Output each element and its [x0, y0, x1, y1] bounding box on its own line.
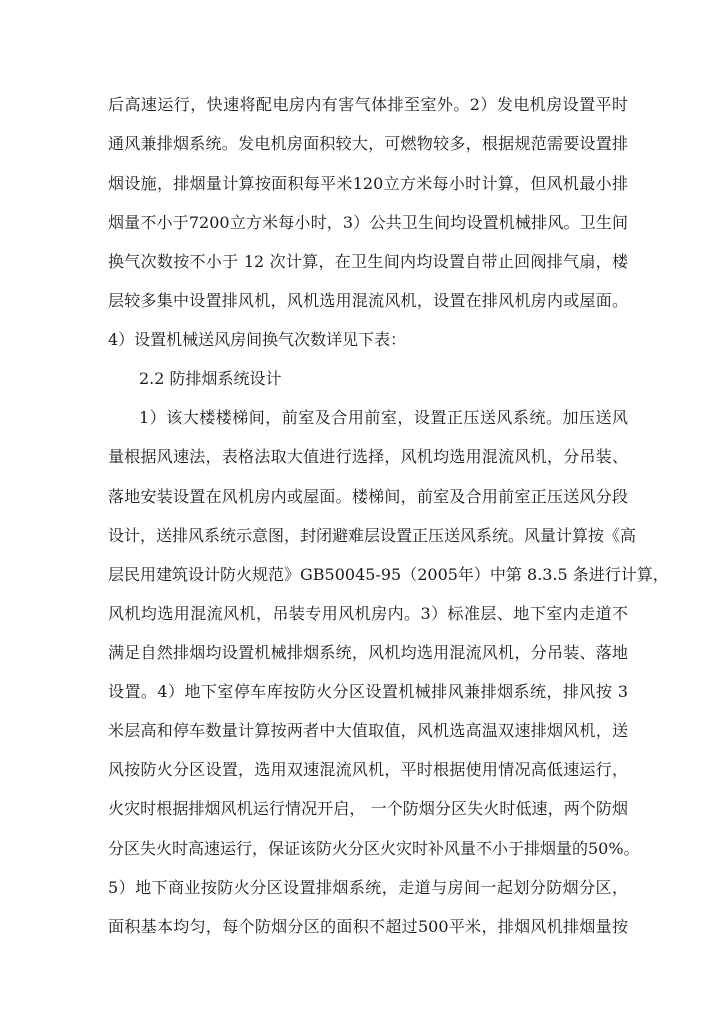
paragraph-line: 烟量不小于7200立方米每小时，3）公共卫生间均设置机械排风。卫生间 [108, 213, 628, 232]
paragraph-line: 5）地下商业按防火分区设置排烟系统，走道与房间一起划分防烟分区， [108, 878, 628, 897]
paragraph-line: 1）该大楼楼梯间，前室及合用前室，设置正压送风系统。加压送风 [139, 408, 628, 427]
section-heading: 2.2 防排烟系统设计 [139, 369, 282, 388]
paragraph-line: 4）设置机械送风房间换气次数详见下表： [108, 330, 407, 349]
paragraph-line: 设置。4）地下室停车库按防火分区设置机械排风兼排烟系统，排风按 3 [108, 682, 628, 701]
paragraph-line: 量根据风速法，表格法取大值进行选择，风机均选用混流风机，分吊装、 [108, 447, 628, 466]
paragraph-line: 烟设施，排烟量计算按面积每平米120立方米每小时计算，但风机最小排 [108, 174, 628, 193]
paragraph-line: 后高速运行，快速将配电房内有害气体排至室外。2）发电机房设置平时 [108, 95, 628, 114]
paragraph-line: 分区失火时高速运行，保证该防火分区火灾时补风量不小于排烟量的50%。 [108, 839, 640, 858]
paragraph-line: 换气次数按不小于 12 次计算，在卫生间内均设置自带止回阀排气扇，楼 [108, 252, 628, 271]
paragraph-line: 通风兼排烟系统。发电机房面积较大，可燃物较多，根据规范需要设置排 [108, 134, 628, 153]
paragraph-line: 风按防火分区设置，选用双速混流风机，平时根据使用情况高低速运行， [108, 760, 628, 779]
paragraph-line: 层民用建筑设计防火规范》GB50045-95（2005年）中第 8.3.5 条进行计算， [108, 565, 669, 584]
paragraph-line: 面积基本均匀，每个防烟分区的面积不超过500平米，排烟风机排烟量按 [108, 917, 628, 936]
paragraph-line: 层较多集中设置排风机，风机选用混流风机，设置在排风机房内或屋面。 [108, 291, 628, 310]
paragraph-line: 米层高和停车数量计算按两者中大值取值，风机选高温双速排烟风机，送 [108, 721, 628, 740]
paragraph-line: 风机均选用混流风机，吊装专用风机房内。3）标准层、地下室内走道不 [108, 604, 628, 623]
paragraph-line: 火灾时根据排烟风机运行情况开启， 一个防烟分区失火时低速，两个防烟 [108, 799, 628, 818]
paragraph-line: 设计，送排风系统示意图，封闭避难层设置正压送风系统。风量计算按《高 [108, 526, 637, 545]
paragraph-line: 落地安装设置在风机房内或屋面。楼梯间，前室及合用前室正压送风分段 [108, 487, 628, 506]
paragraph-line: 满足自然排烟均设置机械排烟系统，风机均选用混流风机，分吊装、落地 [108, 643, 628, 662]
